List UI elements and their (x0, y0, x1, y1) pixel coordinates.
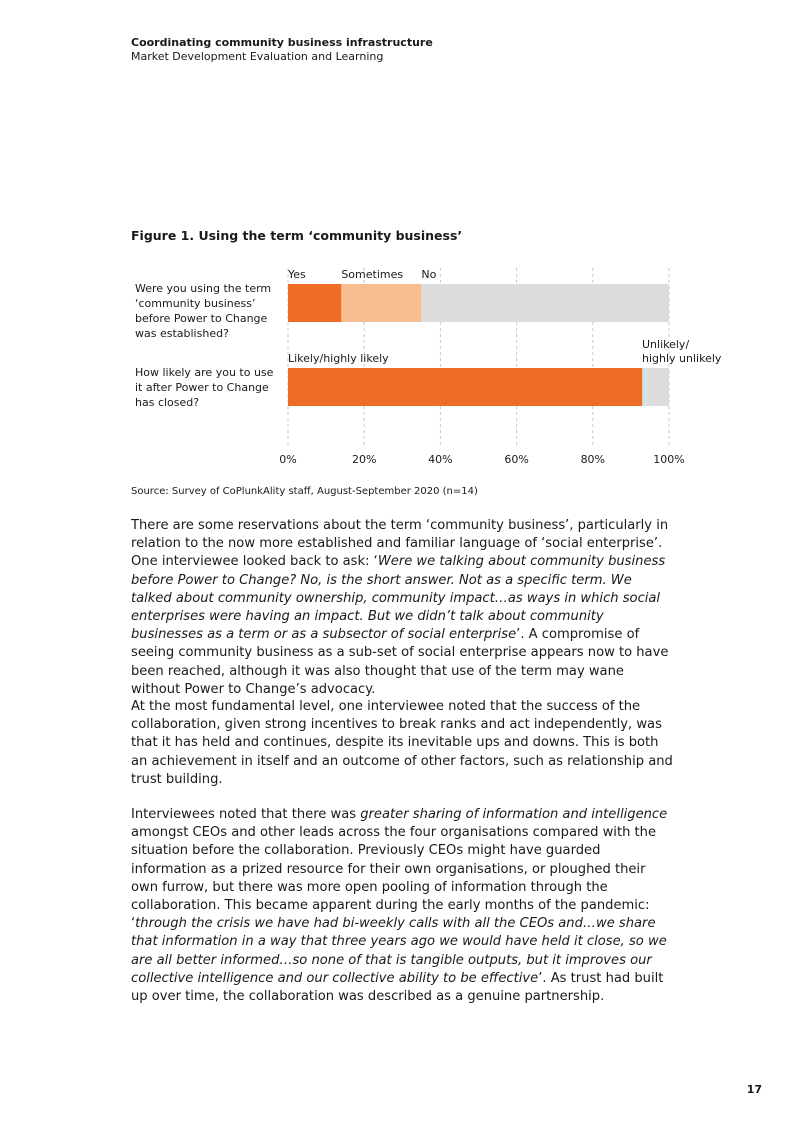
question-label: has closed? (135, 396, 200, 409)
quote-text: through the crisis we have had bi-weekly calls with all the CEOs and…we share that information in a way that three years ago we would have held it close, so we are all better informed…so none of that is tangible outputs, but it improves our collective intelligence and our collective ability to be effective (131, 916, 667, 986)
question-label: ‘community business’ (135, 297, 256, 310)
x-tick-label: 100% (653, 453, 685, 466)
question-label: was established? (135, 327, 229, 340)
body-text: amongst CEOs and other leads across the four organisations compared with the situation before the collaboration. Previously CEOs might have guarded information as a prized resource for their own organisations, or ploughed their own furrow, but there was more open pooling of information through the collaboration. This became apparent during the early months of the pandemic: ‘ (131, 825, 657, 932)
body-text: At the most fundamental level, one interviewee noted that the success of the collaboration, given strong incentives to break ranks and act independently, was that it has held and continues, despite its inevitable ups and downs. This is both an achievement in itself and an outcome of other factors, such as relationship and trust building. (131, 699, 673, 787)
x-tick-label: 0% (279, 453, 297, 466)
quote-text: greater sharing of information and intelligence (360, 807, 668, 822)
body-text: ’. As trust had built up over time, the collaboration was described as a genuine partnership. (131, 970, 664, 1005)
bar-segment (288, 368, 642, 406)
paragraph-3 (131, 806, 676, 1006)
quote-text: Were we talking about community business before Power to Change? No, is the short answer. Not as a specific term. We talked about community ownership, community impact…as ways in which social enterprises were having an impact. But we didn’t talk about community businesses as a term or as a subsector of social enterprise (131, 554, 666, 643)
segment-label-likely: Likely/highly likely (288, 352, 389, 365)
figure-title: Figure 1. Using the term ‘community business’ (131, 228, 463, 243)
figure-source: Source: Survey of CoPlunkAlity staff, August-September 2020 (n=14) (131, 486, 478, 497)
bar-segment (288, 284, 341, 322)
body-text: Interviewees noted that there was (131, 807, 361, 822)
bar-segment (646, 368, 669, 406)
x-tick-label: 80% (580, 453, 606, 466)
question-label: before Power to Change (135, 312, 268, 325)
segment-label-sometimes: Sometimes (341, 268, 404, 281)
header-title: Coordinating community business infrastructure (131, 36, 433, 49)
segment-label-no: No (421, 268, 437, 281)
x-tick-label: 60% (504, 453, 529, 466)
segment-label-unlikely: highly unlikely (642, 352, 722, 365)
question-label: How likely are you to use (135, 366, 274, 379)
body-text: ’. A compromise of seeing community business as a sub-set of social enterprise appears now to have been reached, although it was also thought that use of the term may wane without Power to Change’s advocacy. (131, 627, 669, 697)
segment-label-yes: Yes (288, 268, 306, 281)
body-text: There are some reservations about the term ‘community business’, particularly in relation to the now more established and familiar language of ‘social enterprise’. One interviewee looked back to ask: ‘ (131, 518, 669, 570)
x-tick-label: 20% (351, 453, 377, 466)
bar-segment (642, 368, 646, 406)
paragraph-2 (131, 698, 676, 789)
segment-label-unlikely: Unlikely/ (642, 338, 690, 351)
question-label: it after Power to Change (135, 381, 269, 394)
bar-segment (341, 284, 421, 322)
page-number: 17 (746, 1083, 762, 1096)
x-tick-label: 40% (428, 453, 453, 466)
stacked-bar-chart (0, 0, 800, 480)
bar-segment (421, 284, 669, 322)
header-subtitle: Market Development Evaluation and Learning (131, 50, 384, 63)
question-label: Were you using the term (135, 282, 272, 295)
paragraph-1 (131, 517, 676, 699)
